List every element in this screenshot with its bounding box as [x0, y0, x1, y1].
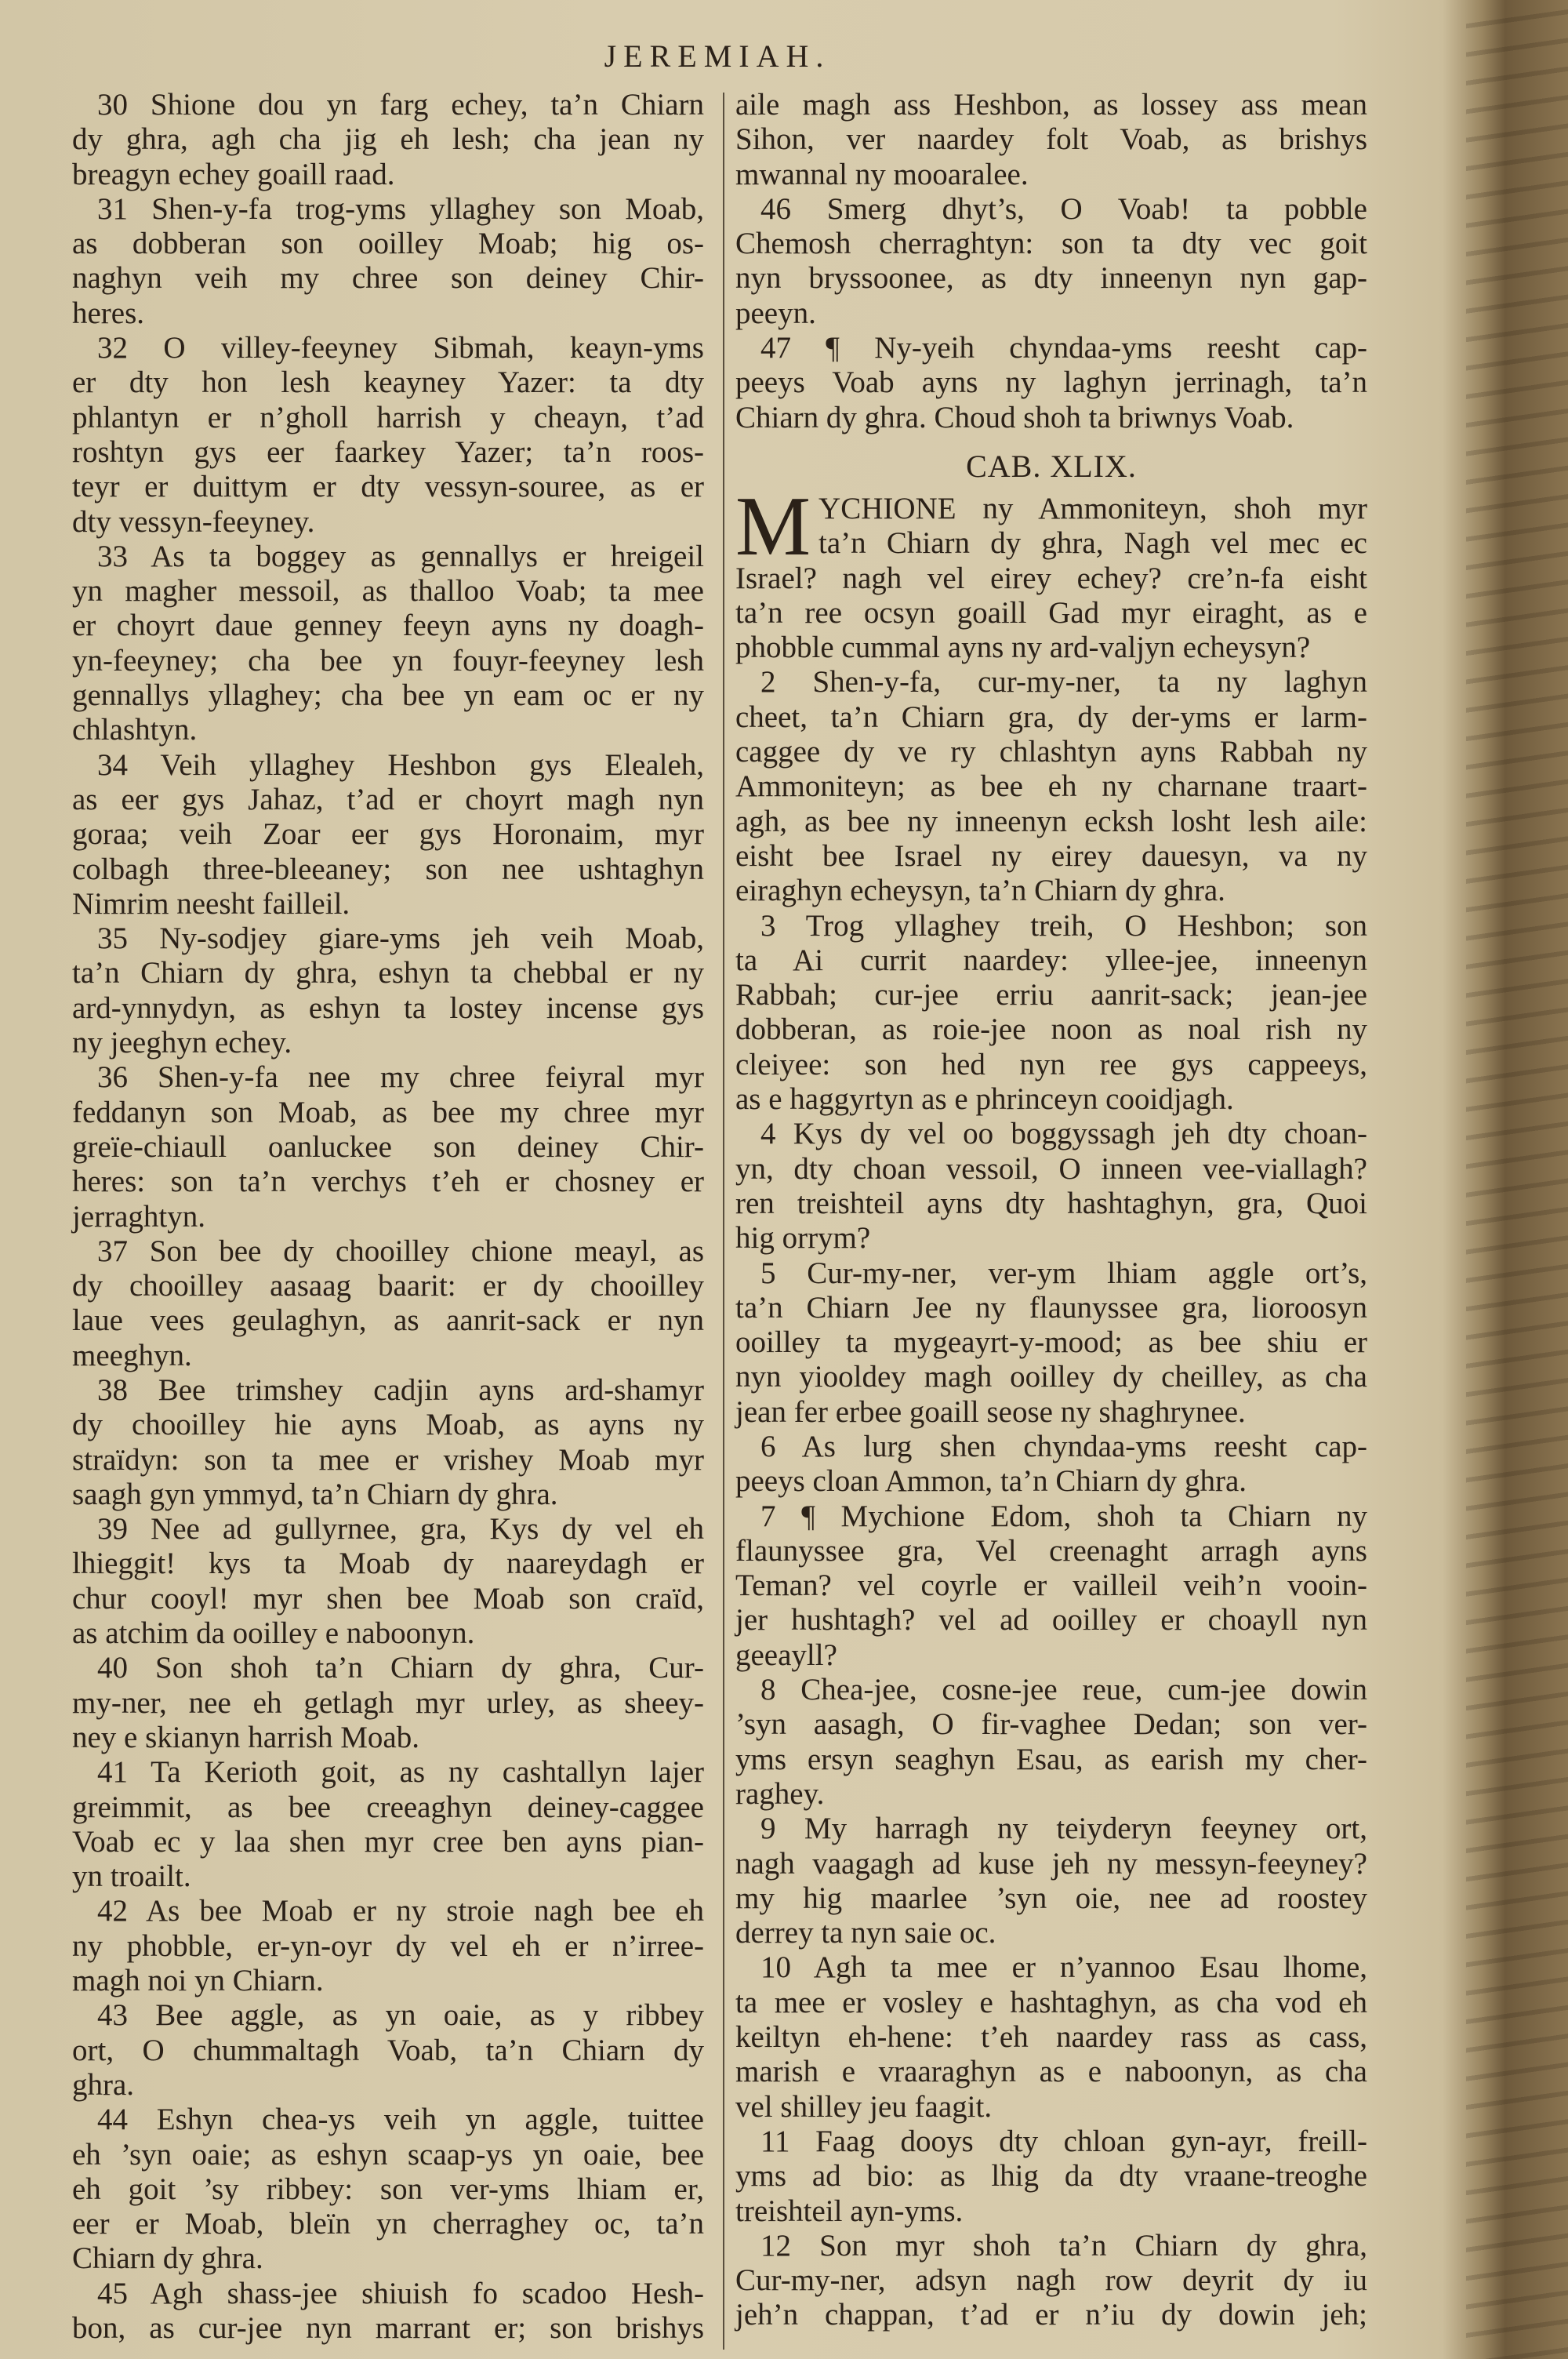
text-line: ort, O chummaltagh Voab, ta’n Chiarn dy: [72, 2033, 704, 2067]
verse-paragraph: [735, 1256, 1367, 1430]
text-line: ta’n Chiarn Jee ny flaunyssee gra, lioroosyn: [735, 1290, 1367, 1325]
verse-paragraph: [72, 1373, 704, 1512]
text-line: 7 ¶ Mychione Edom, shoh ta Chiarn ny: [760, 1499, 1367, 1533]
text-line: flaunyssee gra, Vel creenaght arragh ayns: [735, 1533, 1367, 1568]
text-line: ny phobble, er-yn-oyr dy vel eh er n’irree-: [72, 1928, 704, 1963]
text-line: laue vees geulaghyn, as aanrit-sack er nyn: [72, 1303, 704, 1338]
text-line: ta’n Chiarn dy ghra, eshyn ta chebbal er ny: [72, 956, 704, 990]
text-line: 10 Agh ta mee er n’yannoo Esau lhome,: [760, 1950, 1367, 1985]
text-line: Israel? nagh vel eirey echey? cre’n-fa eisht: [735, 561, 1367, 595]
text-line: 12 Son myr shoh ta’n Chiarn dy ghra,: [760, 2228, 1367, 2263]
text-line: eisht bee Israel ny eirey dauesyn, va ny: [735, 838, 1367, 873]
text-line: ooilley ta mygeayrt-y-mood; as bee shiu er: [735, 1325, 1367, 1360]
text-line: dy chooilley aasaag baarit: er dy chooilley: [72, 1269, 704, 1303]
drop-cap: M: [735, 479, 811, 573]
text-line: greïe-chiaull oanluckee son deiney Chir-: [72, 1129, 704, 1164]
text-line: peeys Voab ayns ny laghyn jerrinagh, ta’n: [735, 365, 1367, 400]
text-line: ghra.: [72, 2067, 135, 2102]
verse-paragraph: [735, 2229, 1367, 2333]
verse-paragraph: [72, 540, 704, 748]
text-line: nyn yiooldey magh ooilley dy cheilley, as cha: [735, 1360, 1367, 1394]
text-line: 47 ¶ Ny-yeih chyndaa-yms reesht cap-: [760, 331, 1367, 365]
text-line: Ammoniteyn; as bee eh ny charnane traart-: [735, 769, 1367, 804]
text-line: 8 Chea-jee, cosne-jee reue, cum-jee dowin: [760, 1673, 1367, 1707]
verse-paragraph: [735, 88, 1367, 192]
text-line: ta mee er vosley e hashtaghyn, as cha vod eh: [735, 1985, 1367, 2019]
text-line: dty vessyn-feeyney.: [72, 504, 315, 539]
verse-paragraph: [735, 1812, 1367, 1950]
text-line: ta’n ree ocsyn goaill Gad myr eiraght, as e: [735, 595, 1367, 630]
verse-paragraph: [72, 331, 704, 540]
text-line: 31 Shen-y-fa trog-yms yllaghey son Moab,: [97, 191, 704, 226]
text-line: as dobberan son ooilley Moab; hig os-: [72, 227, 704, 261]
text-line: bon, as cur-jee nyn marrant er; son brishys: [72, 2311, 704, 2345]
text-line: 40 Son shoh ta’n Chiarn dy ghra, Cur-: [97, 1651, 704, 1685]
text-line: ’syn aasagh, O fir-vaghee Dedan; son ver-: [735, 1707, 1367, 1742]
text-line: phobble cummal ayns ny ard-valjyn echeysyn?: [735, 631, 1311, 665]
text-line: heres.: [72, 296, 145, 330]
verse-paragraph: [72, 748, 704, 921]
verse-paragraph: [72, 1060, 704, 1234]
verse-paragraph: [72, 1651, 704, 1755]
text-line: jerraghtyn.: [72, 1199, 206, 1234]
text-line: Cur-my-ner, adsyn nagh row deyrit dy iu: [735, 2263, 1367, 2298]
text-line: greimmit, as bee creeaghyn deiney-caggee: [72, 1790, 704, 1824]
text-line: treishteil ayn-yms.: [735, 2194, 964, 2228]
verse-paragraph: [72, 1894, 704, 1998]
text-line: magh noi yn Chiarn.: [72, 1964, 324, 1998]
text-line: yn-feeyney; cha bee yn fouyr-feeyney lesh: [72, 643, 704, 678]
text-line: eh ’syn oaie; as eshyn scaap-ys yn oaie, bee: [72, 2137, 704, 2172]
verse-paragraph: [735, 1499, 1367, 1673]
text-line: as e haggyrtyn as e phrinceyn cooidjagh.: [735, 1082, 1234, 1117]
chapter-opening: [735, 479, 1367, 665]
text-line: Voab ec y laa shen myr cree ben ayns pian-: [72, 1824, 704, 1859]
text-line: 42 As bee Moab er ny stroie nagh bee eh: [97, 1894, 704, 1928]
verse-paragraph: [72, 1512, 704, 1651]
text-line: 34 Veih yllaghey Heshbon gys Elealeh,: [97, 747, 704, 782]
running-head: JEREMIAH.: [604, 38, 831, 74]
verse-paragraph: [72, 921, 704, 1060]
text-line: 41 Ta Kerioth goit, as ny cashtallyn lajer: [97, 1755, 704, 1790]
text-line: 35 Ny-sodjey giare-yms jeh veih Moab,: [97, 921, 704, 956]
text-line: ta’n Chiarn dy ghra, Nagh vel mec ec: [818, 526, 1367, 561]
verse-paragraph: [72, 88, 704, 192]
text-line: Nimrim neesht failleil.: [72, 886, 350, 921]
text-line: lhieggit! kys ta Moab dy naareydagh er: [72, 1547, 704, 1581]
text-line: 44 Eshyn chea-ys veih yn aggle, tuittee: [97, 2103, 704, 2137]
verse-paragraph: [72, 2103, 704, 2276]
text-line: 32 O villey-feeyney Sibmah, keayn-yms: [97, 331, 704, 365]
text-line: aile magh ass Heshbon, as lossey ass mean: [735, 88, 1367, 122]
text-line: 9 My harragh ny teiyderyn feeyney ort,: [760, 1812, 1367, 1846]
text-line: breagyn echey goaill raad.: [72, 157, 395, 191]
text-line: ard-ynnydyn, as eshyn ta lostey incense gys: [72, 990, 704, 1025]
text-line: Chemosh cherraghtyn: son ta dty vec goit: [735, 227, 1367, 261]
text-line: Rabbah; cur-jee erriu aanrit-sack; jean-jee: [735, 978, 1367, 1012]
text-line: as eer gys Jahaz, t’ad er choyrt magh nyn: [72, 782, 704, 816]
text-line: 30 Shione dou yn farg echey, ta’n Chiarn: [97, 88, 704, 122]
text-line: jer hushtagh? vel ad ooilley er choayll nyn: [735, 1603, 1367, 1637]
text-line: vel shilley jeu faagit.: [735, 2089, 993, 2124]
verse-paragraph: [72, 2277, 704, 2346]
text-line: marish e vraaraghyn as e naboonyn, as cha: [735, 2055, 1367, 2089]
text-line: 33 As ta boggey as gennallys er hreigeil: [97, 539, 704, 573]
verse-paragraph: [735, 192, 1367, 331]
text-line: eer er Moab, bleïn yn cherraghey oc, ta’n: [72, 2207, 704, 2241]
text-line: 36 Shen-y-fa nee my chree feiyral myr: [97, 1060, 704, 1095]
text-line: jeh’n chappan, t’ad er n’iu dy dowin jeh;: [735, 2298, 1367, 2332]
text-line: ta Ai currit naardey: yllee-jee, inneenyn: [735, 943, 1367, 977]
text-line: 43 Bee aggle, as yn oaie, as y ribbey: [97, 1998, 704, 2033]
text-line: Teman? vel coyrle er vailleil veih’n vooin-: [735, 1568, 1367, 1603]
text-line: saagh gyn ymmyd, ta’n Chiarn dy ghra.: [72, 1477, 558, 1511]
text-line: jean fer erbee goaill seose ny shaghrynee.: [735, 1394, 1246, 1429]
verse-paragraph: [735, 2125, 1367, 2229]
text-line: cheet, ta’n Chiarn gra, dy der-yms er larm-: [735, 700, 1367, 734]
text-line: eiraghyn echeysyn, ta’n Chiarn dy ghra.: [735, 874, 1225, 908]
verse-paragraph: [735, 331, 1367, 435]
text-line: derrey ta nyn saie oc.: [735, 1916, 996, 1950]
text-line: 38 Bee trimshey cadjin ayns ard-shamyr: [97, 1372, 704, 1407]
text-line: 39 Nee ad gullyrnee, gra, Kys dy vel eh: [97, 1512, 704, 1547]
chapter-heading: CAB. XLIX.: [966, 448, 1137, 484]
text-line: er choyrt daue genney feeyn ayns ny doagh-: [72, 609, 704, 643]
verse-paragraph: [735, 665, 1367, 908]
text-line: eh goit ’sy ribbey: son ver-yms lhiam er,: [72, 2172, 704, 2206]
text-line: raghey.: [735, 1776, 825, 1811]
text-line: colbagh three-bleeaney; son nee ushtaghyn: [72, 852, 704, 886]
text-line: ney e skianyn harrish Moab.: [72, 1720, 419, 1754]
text-line: ny jeeghyn echey.: [72, 1026, 292, 1060]
text-line: Chiarn dy ghra. Choud shoh ta briwnys Voab.: [735, 400, 1294, 434]
verse-paragraph: [72, 1234, 704, 1373]
text-line: heres: son ta’n verchys t’eh er chosney er: [72, 1165, 704, 1199]
text-line: yms ad bio: as lhig da dty vraane-treoghe: [735, 2159, 1367, 2194]
text-line: er dty hon lesh keayney Yazer: ta dty: [72, 365, 704, 400]
text-line: 3 Trog yllaghey treih, O Heshbon; son: [760, 908, 1367, 943]
verse-paragraph: [735, 1117, 1367, 1256]
text-line: dy chooilley hie ayns Moab, as ayns ny: [72, 1408, 704, 1442]
text-line: peeyn.: [735, 296, 816, 330]
left-column: [72, 88, 704, 2346]
text-line: ren treishteil ayns dty hashtaghyn, gra, Quoi: [735, 1186, 1367, 1220]
text-line: agh, as bee ny inneenyn ecksh losht lesh aile:: [735, 804, 1367, 838]
text-line: keiltyn eh-hene: t’eh naardey rass as cass,: [735, 2020, 1367, 2055]
text-line: 2 Shen-y-fa, cur-my-ner, ta ny laghyn: [760, 665, 1367, 700]
text-line: geeayll?: [735, 1637, 837, 1672]
verse-paragraph: [72, 1998, 704, 2103]
text-line: nyn bryssoonee, as dty inneenyn nyn gap-: [735, 261, 1367, 296]
right-column: [735, 88, 1367, 2333]
verse-paragraph: [72, 1755, 704, 1894]
text-line: mwannal ny mooaralee.: [735, 157, 1029, 191]
text-line: 4 Kys dy vel oo boggyssagh jeh dty choan-: [760, 1117, 1367, 1151]
text-line: 45 Agh shass-jee shiuish fo scadoo Hesh-: [97, 2276, 704, 2310]
text-line: 5 Cur-my-ner, ver-ym lhiam aggle ort’s,: [760, 1256, 1367, 1290]
text-line: caggee dy ve ry chlashtyn ayns Rabbah ny: [735, 735, 1367, 769]
text-line: roshtyn gys eer faarkey Yazer; ta’n roos-: [72, 434, 704, 469]
text-line: teyr er duittym er dty vessyn-souree, as er: [72, 470, 704, 504]
text-line: 11 Faag dooys dty chloan gyn-ayr, freill-: [760, 2124, 1367, 2158]
facing-page-edge: [1466, 0, 1568, 2359]
verse-paragraph: [735, 1430, 1367, 1499]
column-divider: [723, 93, 724, 2350]
verse-paragraph: [735, 909, 1367, 1118]
text-line: naghyn veih my chree son deiney Chir-: [72, 261, 704, 296]
verse-paragraph: [735, 1950, 1367, 2124]
text-line: yms ersyn seaghyn Esau, as earish my cher-: [735, 1742, 1367, 1776]
text-line: dy ghra, agh cha jig eh lesh; cha jean ny: [72, 122, 704, 157]
text-line: phlantyn er n’gholl harrish y cheayn, t’ad: [72, 400, 704, 434]
text-line: dobberan, as roie-jee noon as noal rish ny: [735, 1012, 1367, 1047]
verse-paragraph: [72, 192, 704, 331]
text-line: goraa; veih Zoar eer gys Horonaim, myr: [72, 817, 704, 852]
text-line: 37 Son bee dy chooilley chione meayl, as: [97, 1234, 704, 1268]
text-line: my-ner, nee eh getlagh myr urley, as sheey-: [72, 1685, 704, 1720]
text-line: straïdyn: son ta mee er vrishey Moab myr: [72, 1442, 704, 1477]
text-line: nagh vaagagh ad kuse jeh ny messyn-feeyney?: [735, 1846, 1367, 1881]
text-line: YCHIONE ny Ammoniteyn, shoh myr: [818, 491, 1367, 525]
text-line: yn, dty choan vessoil, O inneen vee-viallagh?: [735, 1151, 1367, 1186]
text-line: yn troailt.: [72, 1859, 191, 1894]
text-line: cleiyee: son hed nyn ree gys cappeeys,: [735, 1047, 1367, 1081]
text-line: gennallys yllaghey; cha bee yn eam oc er ny: [72, 678, 704, 713]
text-line: Sihon, ver naardey folt Voab, as brishys: [735, 122, 1367, 157]
text-line: Chiarn dy ghra.: [72, 2241, 263, 2276]
text-line: feddanyn son Moab, as bee my chree myr: [72, 1095, 704, 1129]
text-line: chlashtyn.: [72, 713, 198, 747]
text-line: chur cooyl! myr shen bee Moab son craïd,: [72, 1581, 704, 1616]
verse-paragraph: [735, 1673, 1367, 1812]
text-line: meeghyn.: [72, 1338, 192, 1372]
text-line: 6 As lurg shen chyndaa-yms reesht cap-: [760, 1429, 1367, 1463]
text-line: yn magher messoil, as thalloo Voab; ta mee: [72, 574, 704, 609]
text-line: my hig maarlee ’syn oie, nee ad roostey: [735, 1881, 1367, 1915]
text-line: 46 Smerg dhyt’s, O Voab! ta pobble: [760, 191, 1367, 226]
text-line: peeys cloan Ammon, ta’n Chiarn dy ghra.: [735, 1464, 1247, 1499]
text-line: as atchim da ooilley e naboonyn.: [72, 1616, 475, 1651]
text-line: hig orrym?: [735, 1221, 871, 1256]
